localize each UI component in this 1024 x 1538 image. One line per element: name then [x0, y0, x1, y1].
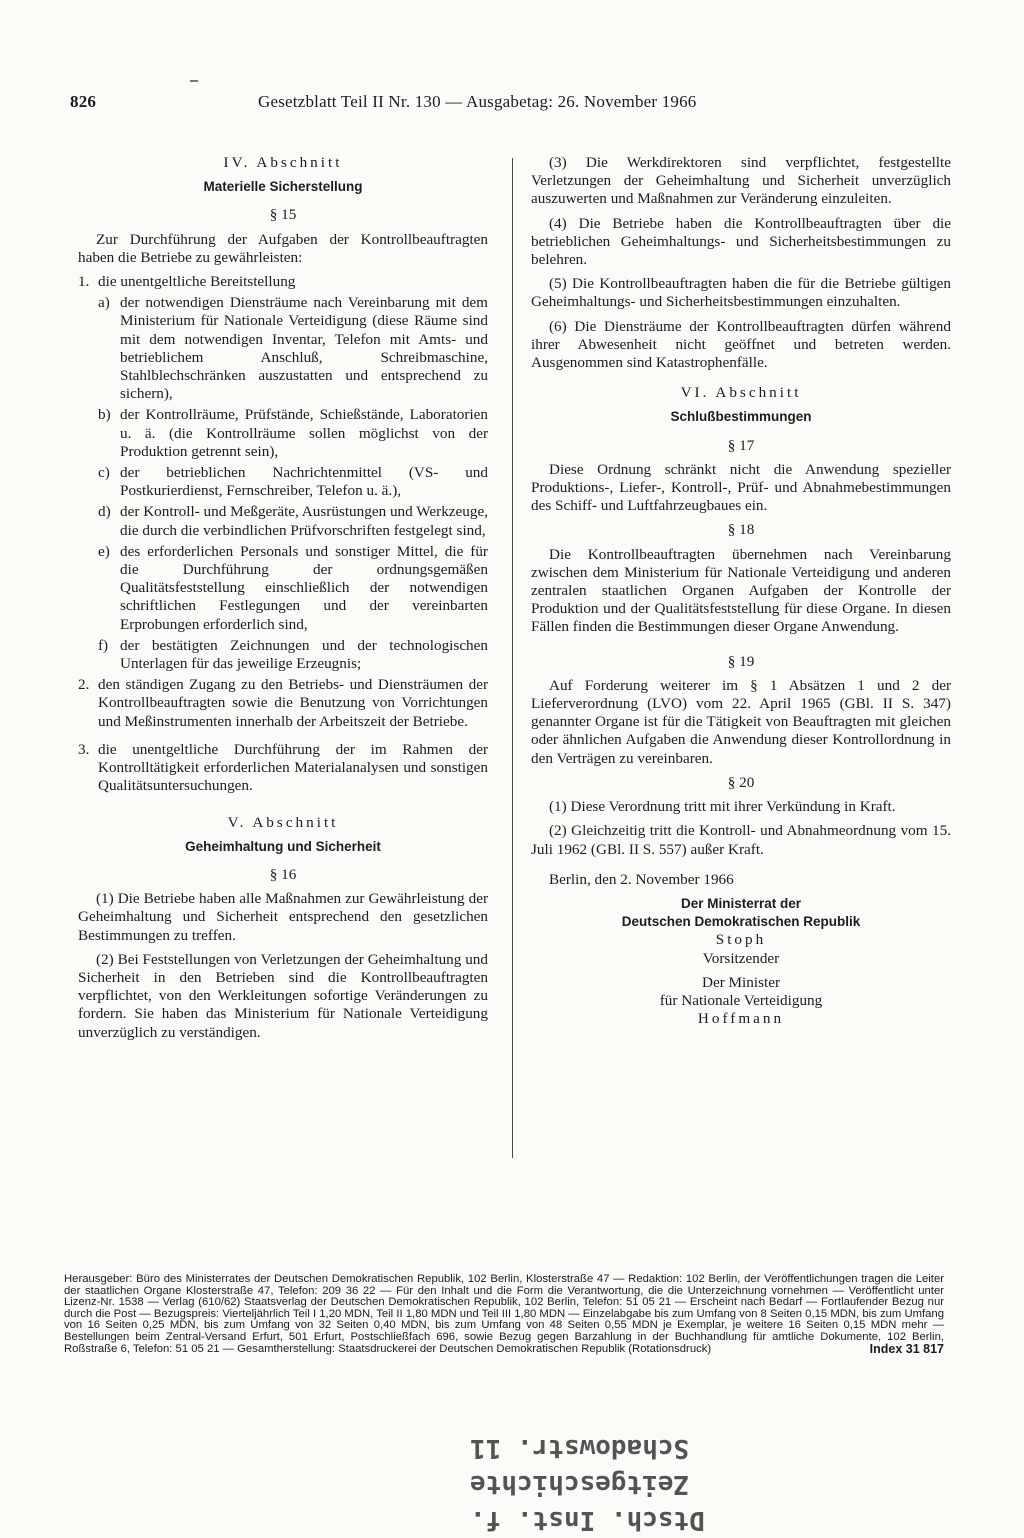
signatory-body-line-1: Der Ministerrat der	[680, 895, 802, 911]
section-6-title: Schlußbestimmungen	[670, 409, 812, 425]
sub-item-label: b)	[98, 406, 111, 424]
item-number: 1.	[78, 273, 90, 291]
section-6-heading: VI. Abschnitt	[680, 384, 802, 402]
sub-item	[98, 464, 488, 500]
imprint-text: Herausgeber: Büro des Ministerrates der Deutschen Demokratischen Republik, 102 Berlin, Klosterstraße 47 — Redaktion: 102 Berlin, der Veröffentlichungen tragen die Leiter der staatlichen Organe Klosterstraße 47, Telefon: 209 36 22 — Für den Inhalt und die Form die Verantwortung, die die Unterzeichnung vornehmen — Veröffentlicht unter Lizenz-Nr. 1538 — Verlag (610/62) Staatsverlag der Deutschen Demokratischen Republik, 102 Berlin, Telefon: 51 05 21 — Erscheint nach Bedarf — Fortlaufender Bezug nur durch die Post — Bezugspreis: Vierteljährlich Teil I 1,20 MDN, Teil II 1,80 MDN und Teil III 1,80 MDN — Einzelabgabe bis zum Umfang von 8 Seiten 0,15 MDN, bis zum Umfang von 16 Seiten 0,25 MDN, bis zum Umfang von 32 Seiten 0,40 MDN, bis zum Umfang von 48 Seiten 0,55 MDN je Exemplar, je weitere 16 Seiten 0,15 MDN mehr — Bestellungen beim Zentral-Versand Erfurt, 501 Erfurt, Postschließfach 696, sowie Bezug gegen Barzahlung in der Buchhandlung für amtliche Dokumente, 102 Berlin, Roßstraße 6, Telefon: 51 05 21 — Gesamtherstellung: Staatsdruckerei der Deutschen Demokratischen Republik (Rotationsdruck)	[64, 1273, 944, 1355]
paragraph-16-6: (6) Die Diensträume der Kontrollbeauftragten dürfen während ihrer Abwesenheit nicht geöffnet und betreten werden. Ausgenommen sind Katastrophenfälle.	[531, 317, 951, 372]
sub-item	[98, 503, 488, 539]
item-text: den ständigen Zugang zu den Betriebs- und Diensträumen der Kontrollbeauftragten sowie die Benutzung von Vorrichtungen und Meßinstrumenten innerhalb der Arbeitszeit der Betriebe.	[98, 676, 488, 730]
paragraph-18-text: Die Kontrollbeauftragten übernehmen nach Vereinbarung zwischen dem Ministerium für Nationale Verteidigung und anderen zentralen staatlichen Organen Aufgaben der Kontrolle der Produktion und der Qualitätsfeststellung für diese Organe. In diesen Fällen finden die Bestimmungen dieser Organe Anwendung.	[531, 545, 951, 636]
left-column	[78, 154, 488, 1048]
right-column	[531, 154, 951, 1028]
library-stamp	[470, 1430, 930, 1538]
sub-item	[98, 543, 488, 634]
place-date: Berlin, den 2. November 1966	[549, 870, 734, 888]
paragraph-17-text: Diese Ordnung schränkt nicht die Anwendung spezieller Produktions-, Liefer-, Kontroll-, Prüf- und Abnahmebestimmungen des Schiff- und Luftfahrzeugbaues ein.	[531, 460, 951, 515]
paragraph-19-text: Auf Forderung weiterer im § 1 Absätzen 1 und 2 der Lieferverordnung (LVO) vom 22. April 1965 (GBl. II S. 347) genannter Organe ist für die Tätigkeit von Beauftragten mit gleichen oder ähnlichen Aufgaben die Anwendung dieser Kontrollordnung in den Verträgen zu vereinbaren.	[531, 676, 951, 767]
section-4-title: Materielle Sicherstellung	[203, 179, 363, 195]
sub-item-text: der notwendigen Diensträume nach Vereinbarung mit dem Ministerium für Nationale Verteidigung (diese Räume sind mit dem notwendigen Inventar, Telefon mit Amts- und betrieblichem Anschluß, Schreibmaschine, Stahlblechschränken auszustatten und entsprechend zu sichern),	[120, 294, 488, 403]
gazette-title: Gesetzblatt Teil II Nr. 130 — Ausgabetag: 26. November 1966	[258, 92, 697, 111]
sub-item-text: des erforderlichen Personals und sonstiger Mittel, die für die Durchführung der ordnungsgemäßen Qualitätsfeststellung einschließlich der notwendigen schriftlichen Festlegungen und der vereinbarten Erprobungen erforderlich sind,	[120, 542, 488, 633]
column-divider	[512, 158, 513, 1158]
print-speck	[190, 80, 198, 82]
signatory-role-2-line-2: für Nationale Verteidigung	[659, 991, 823, 1009]
list-item	[78, 273, 488, 291]
paragraph-20-1: (1) Diese Verordnung tritt mit ihrer Verkündung in Kraft.	[549, 798, 896, 816]
signatory-name-2: Hoffmann	[697, 1010, 785, 1028]
list-item	[78, 676, 488, 731]
item-number: 2.	[78, 676, 90, 694]
item-number: 3.	[78, 740, 90, 758]
paragraph-16-4: (4) Die Betriebe haben die Kontrollbeauftragten über die betrieblichen Geheimhaltungs- und Sicherheitsbestimmungen zu belehren.	[531, 214, 951, 269]
paragraph-18-heading: § 18	[727, 521, 755, 539]
index-number: Index 31 817	[869, 1341, 944, 1356]
paragraph-16-2: (2) Bei Feststellungen von Verletzungen der Geheimhaltung und Sicherheit in den Betrieben sind die Kontrollbeauftragten verpflichtet, von den Werkleitungen sofortige Veränderungen zu fordern. Sie haben das Ministerium für Nationale Verteidigung unverzüglich zu verständigen.	[78, 950, 488, 1041]
sub-item-label: e)	[98, 542, 110, 560]
paragraph-16-5: (5) Die Kontrollbeauftragten haben die für die Betriebe gültigen Geheimhaltungs- und Sicherheitsbestimmungen einzuhalten.	[531, 275, 951, 311]
sub-item	[98, 294, 488, 403]
paragraph-15-heading: § 15	[269, 206, 297, 224]
stamp-line-2: Schadowstr. 11	[470, 1433, 690, 1463]
list-item	[78, 741, 488, 796]
sub-item-label: f)	[98, 636, 109, 654]
imprint-footer	[64, 1274, 944, 1355]
paragraph-15-intro: Zur Durchführung der Aufgaben der Kontrollbeauftragten haben die Betriebe zu gewährleisten:	[78, 230, 488, 266]
section-5-title: Geheimhaltung und Sicherheit	[185, 838, 381, 854]
paragraph-19-heading: § 19	[727, 652, 755, 670]
sub-item-text: der Kontroll- und Meßgeräte, Ausrüstungen und Werkzeuge, die durch die verbindlichen Prüfvorschriften festgelegt sind,	[120, 503, 488, 539]
paragraph-16-1: (1) Die Betriebe haben alle Maßnahmen zur Gewährleistung der Geheimhaltung und Sicherheit entsprechend den gesetzlichen Bestimmungen zu treffen.	[78, 890, 488, 944]
sub-item-text: der Kontrollräume, Prüfstände, Schießstände, Laboratorien u. ä. (die Kontrollräume sollen möglichst von der Produktion getrennt sein),	[120, 406, 488, 460]
paragraph-17-heading: § 17	[727, 436, 755, 454]
sub-item-text: der betrieblichen Nachrichtenmittel (VS- und Postkurierdienst, Fernschreiber, Telefon u. ä.),	[120, 464, 488, 500]
sub-item-label: d)	[98, 503, 111, 521]
paragraph-20-heading: § 20	[727, 773, 755, 791]
item-text: die unentgeltliche Durchführung der im Rahmen der Kontrolltätigkeit erforderlichen Materialanalysen und sonstigen Qualitätsuntersuchungen.	[98, 740, 488, 795]
sub-item	[98, 406, 488, 461]
sub-item-text: der bestätigten Zeichnungen und der technologischen Unterlagen für das jeweilige Erzeugnis;	[120, 636, 488, 673]
sub-item-label: c)	[98, 464, 110, 482]
signatory-role-1: Vorsitzender	[702, 949, 780, 967]
stamp-line-1: Dtsch. Inst. f. Zeitgeschichte	[470, 1469, 705, 1535]
sub-item-label: a)	[98, 294, 110, 312]
signatory-name-1: Stoph	[715, 931, 767, 949]
signatory-body-line-2: Deutschen Demokratischen Republik	[621, 914, 861, 930]
section-4-heading: IV. Abschnitt	[223, 154, 343, 171]
page-number: 826	[70, 92, 97, 111]
sub-item	[98, 637, 488, 673]
section-5-heading: V. Abschnitt	[227, 813, 339, 831]
signatory-role-2-line-1: Der Minister	[701, 973, 781, 991]
paragraph-16-3: (3) Die Werkdirektoren sind verpflichtet, festgestellte Verletzungen der Geheimhaltung und Sicherheit unverzüglich auszuwerten und Maßnahmen zur Veränderung einzuleiten.	[531, 154, 951, 208]
item-text: die unentgeltliche Bereitstellung	[98, 273, 296, 291]
paragraph-16-heading: § 16	[269, 865, 297, 883]
paragraph-20-2: (2) Gleichzeitig tritt die Kontroll- und Abnahmeordnung vom 15. Juli 1962 (GBl. II S. 557) außer Kraft.	[531, 822, 951, 858]
